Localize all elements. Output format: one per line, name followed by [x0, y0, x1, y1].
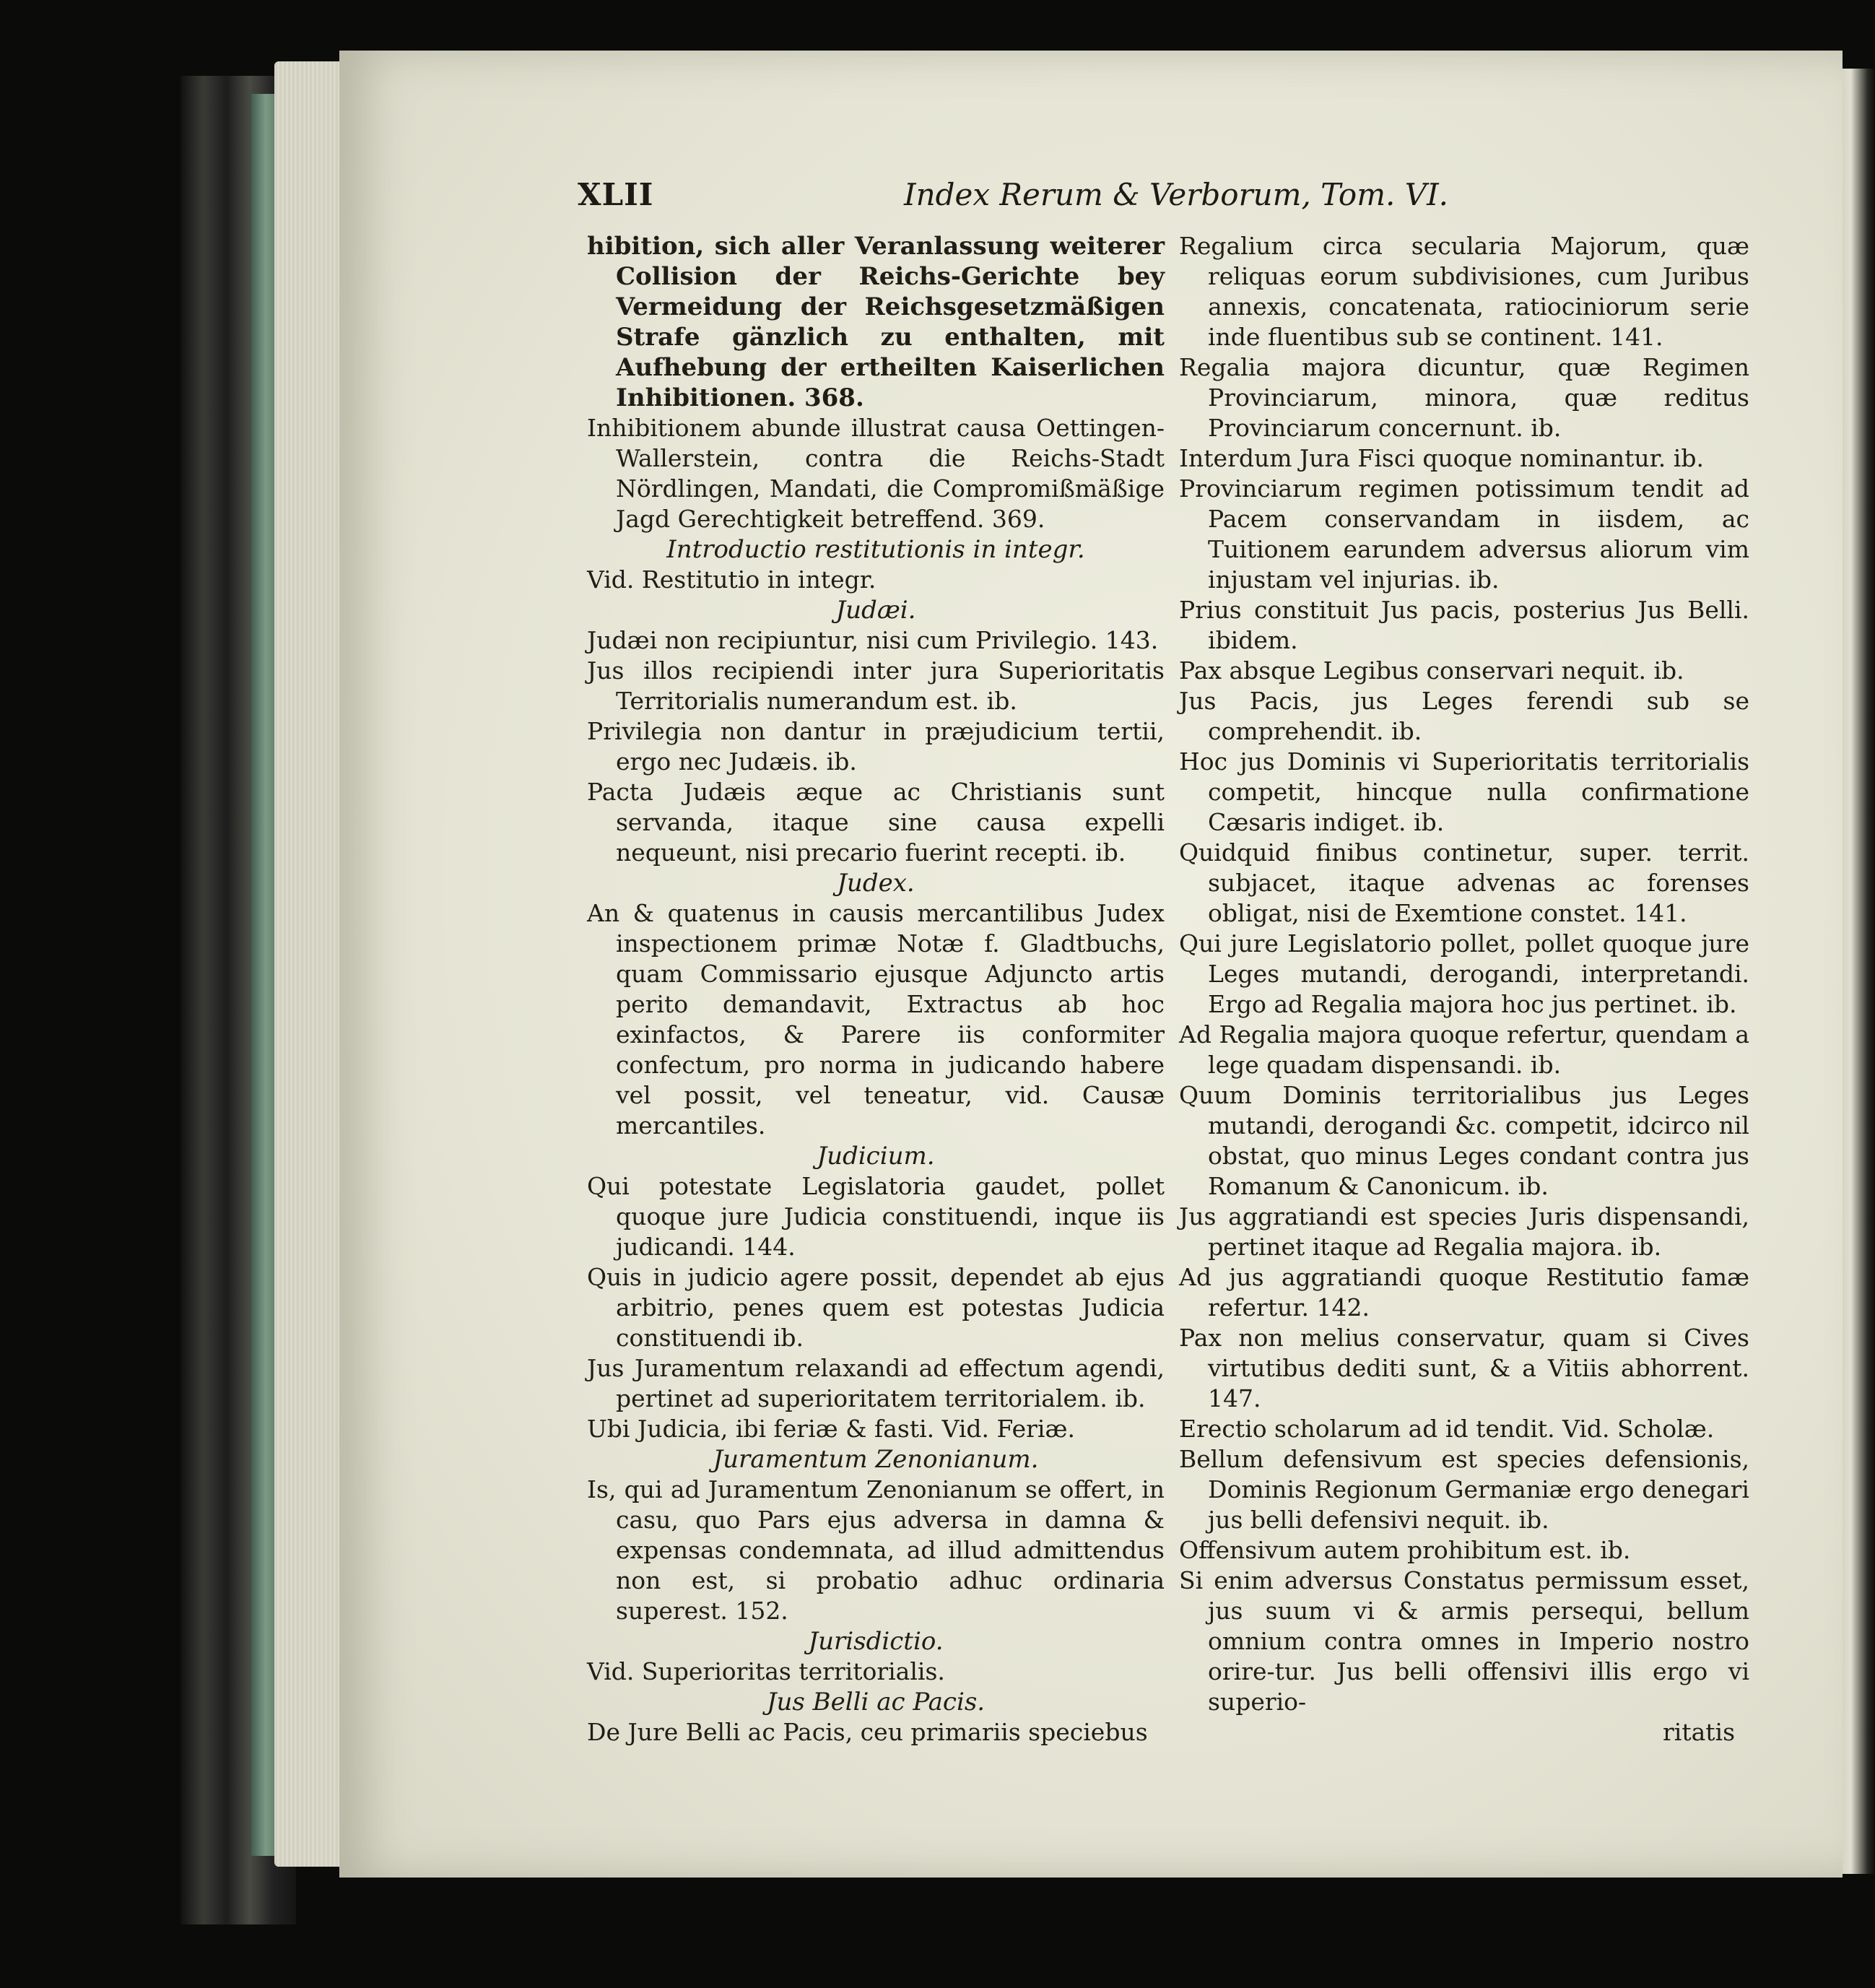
- index-entry: Vid. Superioritas territorialis.: [587, 1657, 945, 1685]
- index-entry: An & quatenus in causis mercantilibus Judex inspectionem primæ Notæ f. Gladtbuchs, quam Commissario ejusque Adjuncto artis perito demandavit, Extractus ab hoc exinfactos, & Parere iis conformiter confectum, pro norma in judicando habere vel possit, vel teneatur, vid. Causæ mercantiles.: [587, 899, 1165, 1140]
- index-entry: Bellum defensivum est species defensionis, Dominis Regionum Germaniæ ergo denegari jus belli defensivi nequit. ib.: [1179, 1445, 1749, 1534]
- index-entry: De Jure Belli ac Pacis, ceu primariis speciebus: [587, 1718, 1148, 1746]
- index-entry: Quum Dominis territorialibus jus Leges mutandi, derogandi &c. competit, idcirco nil obstat, quo minus Leges condant contra jus Romanum & Canonicum. ib.: [1179, 1081, 1749, 1200]
- index-entry: Privilegia non dantur in præjudicium tertii, ergo nec Judæis. ib.: [587, 717, 1165, 776]
- index-entry: Jus Pacis, jus Leges ferendi sub se comprehendit. ib.: [1179, 687, 1749, 745]
- section-heading: Jurisdictio.: [808, 1627, 944, 1656]
- index-entry: Vid. Restitutio in integr.: [587, 565, 876, 594]
- index-entry: Pax non melius conservatur, quam si Cives virtutibus dediti sunt, & a Vitiis abhorrent. 147.: [1179, 1324, 1749, 1412]
- index-entry: Offensivum autem prohibitum est. ib.: [1179, 1536, 1631, 1564]
- index-entry: Jus illos recipiendi inter jura Superioritatis Territorialis numerandum est. ib.: [587, 656, 1165, 715]
- catchword: ritatis: [1662, 1718, 1735, 1746]
- page-number: XLII: [578, 177, 654, 212]
- index-entry: Erectio scholarum ad id tendit. Vid. Scholæ.: [1179, 1415, 1715, 1443]
- index-entry: Prius constituit Jus pacis, posterius Jus Belli. ibidem.: [1179, 596, 1749, 654]
- section-heading: Introductio restitutionis in integr.: [666, 535, 1085, 564]
- section-heading: Judicium.: [817, 1142, 935, 1171]
- section-heading: Judex.: [837, 869, 915, 898]
- index-entry: Qui jure Legislatorio pollet, pollet quoque jure Leges mutandi, derogandi, interpretandi. Ergo ad Regalia majora hoc jus pertinet. ib.: [1179, 929, 1749, 1018]
- index-entry: Hoc jus Dominis vi Superioritatis territorialis competit, hincque nulla confirmatione Cæsaris indiget. ib.: [1179, 747, 1749, 836]
- running-title: Index Rerum & Verborum, Tom. VI.: [904, 177, 1449, 212]
- left-column: [587, 231, 1165, 1748]
- index-entry: Si enim adversus Constatus permissum esset, jus suum vi & armis persequi, bellum omnium contra omnes in Imperio nostro orire-tur. Jus belli offensivi illis ergo vi superio-: [1179, 1566, 1749, 1716]
- section-heading: Judæi.: [835, 596, 916, 625]
- index-entry: Ad jus aggratiandi quoque Restitutio famæ refertur. 142.: [1179, 1263, 1749, 1321]
- section-heading: Jus Belli ac Pacis.: [766, 1688, 986, 1716]
- index-entry: Regalia majora dicuntur, quæ Regimen Provinciarum, minora, quæ reditus Provinciarum concernunt. ib.: [1179, 353, 1749, 442]
- index-entry: Pax absque Legibus conservari nequit. ib.: [1179, 656, 1684, 685]
- index-entry: Ubi Judicia, ibi feriæ & fasti. Vid. Feriæ.: [587, 1415, 1075, 1443]
- index-entry: hibition, sich aller Veranlassung weiterer Collision der Reichs-Gerichte bey Vermeidung der Reichsgesetzmäßigen Strafe gänzlich zu enthalten, mit Aufhebung der ertheilten Kaiserlichen Inhibitionen. 368.: [587, 232, 1165, 412]
- index-entry: Inhibitionem abunde illustrat causa Oettingen-Wallerstein, contra die Reichs-Stadt Nördlingen, Mandati, die Compromißmäßige Jagd Gerechtigkeit betreffend. 369.: [587, 414, 1165, 533]
- index-entry: Pacta Judæis æque ac Christianis sunt servanda, itaque sine causa expelli nequeunt, nisi precario fuerint recepti. ib.: [587, 778, 1165, 867]
- index-entry: Qui potestate Legislatoria gaudet, pollet quoque jure Judicia constituendi, inque iis judicandi. 144.: [587, 1172, 1165, 1261]
- index-entry: Ad Regalia majora quoque refertur, quendam a lege quadam dispensandi. ib.: [1179, 1020, 1749, 1079]
- index-entry: Quis in judicio agere possit, dependet ab ejus arbitrio, penes quem est potestas Judicia constituendi ib.: [587, 1263, 1165, 1352]
- index-entry: Quidquid finibus continetur, super. territ. subjacet, itaque advenas ac forenses obligat, nisi de Exemtione constet. 141.: [1179, 838, 1749, 927]
- right-column: [1179, 231, 1749, 1748]
- index-entry: Judæi non recipiuntur, nisi cum Privilegio. 143.: [587, 626, 1159, 654]
- index-entry: Jus aggratiandi est species Juris dispensandi, pertinet itaque ad Regalia majora. ib.: [1179, 1202, 1749, 1261]
- index-entry: Is, qui ad Juramentum Zenonianum se offert, in casu, quo Pars ejus adversa in damna & expensas condemnata, ad illud admittendus non est, si probatio adhuc ordinaria superest. 152.: [587, 1475, 1165, 1625]
- index-entry: Provinciarum regimen potissimum tendit ad Pacem conservandam in iisdem, ac Tuitionem earundem adversus aliorum vim injustam vel injurias. ib.: [1179, 474, 1749, 594]
- running-header: [578, 177, 1819, 213]
- section-heading: Juramentum Zenonianum.: [713, 1445, 1039, 1474]
- index-entry: Interdum Jura Fisci quoque nominantur. ib.: [1179, 444, 1704, 472]
- index-entry: Jus Juramentum relaxandi ad effectum agendi, pertinet ad superioritatem territorialem. ib.: [587, 1354, 1165, 1412]
- index-entry: Regalium circa secularia Majorum, quæ reliquas eorum subdivisiones, cum Juribus annexis, concatenata, ratiociniorum serie inde fluentibus sub se continent. 141.: [1179, 232, 1749, 351]
